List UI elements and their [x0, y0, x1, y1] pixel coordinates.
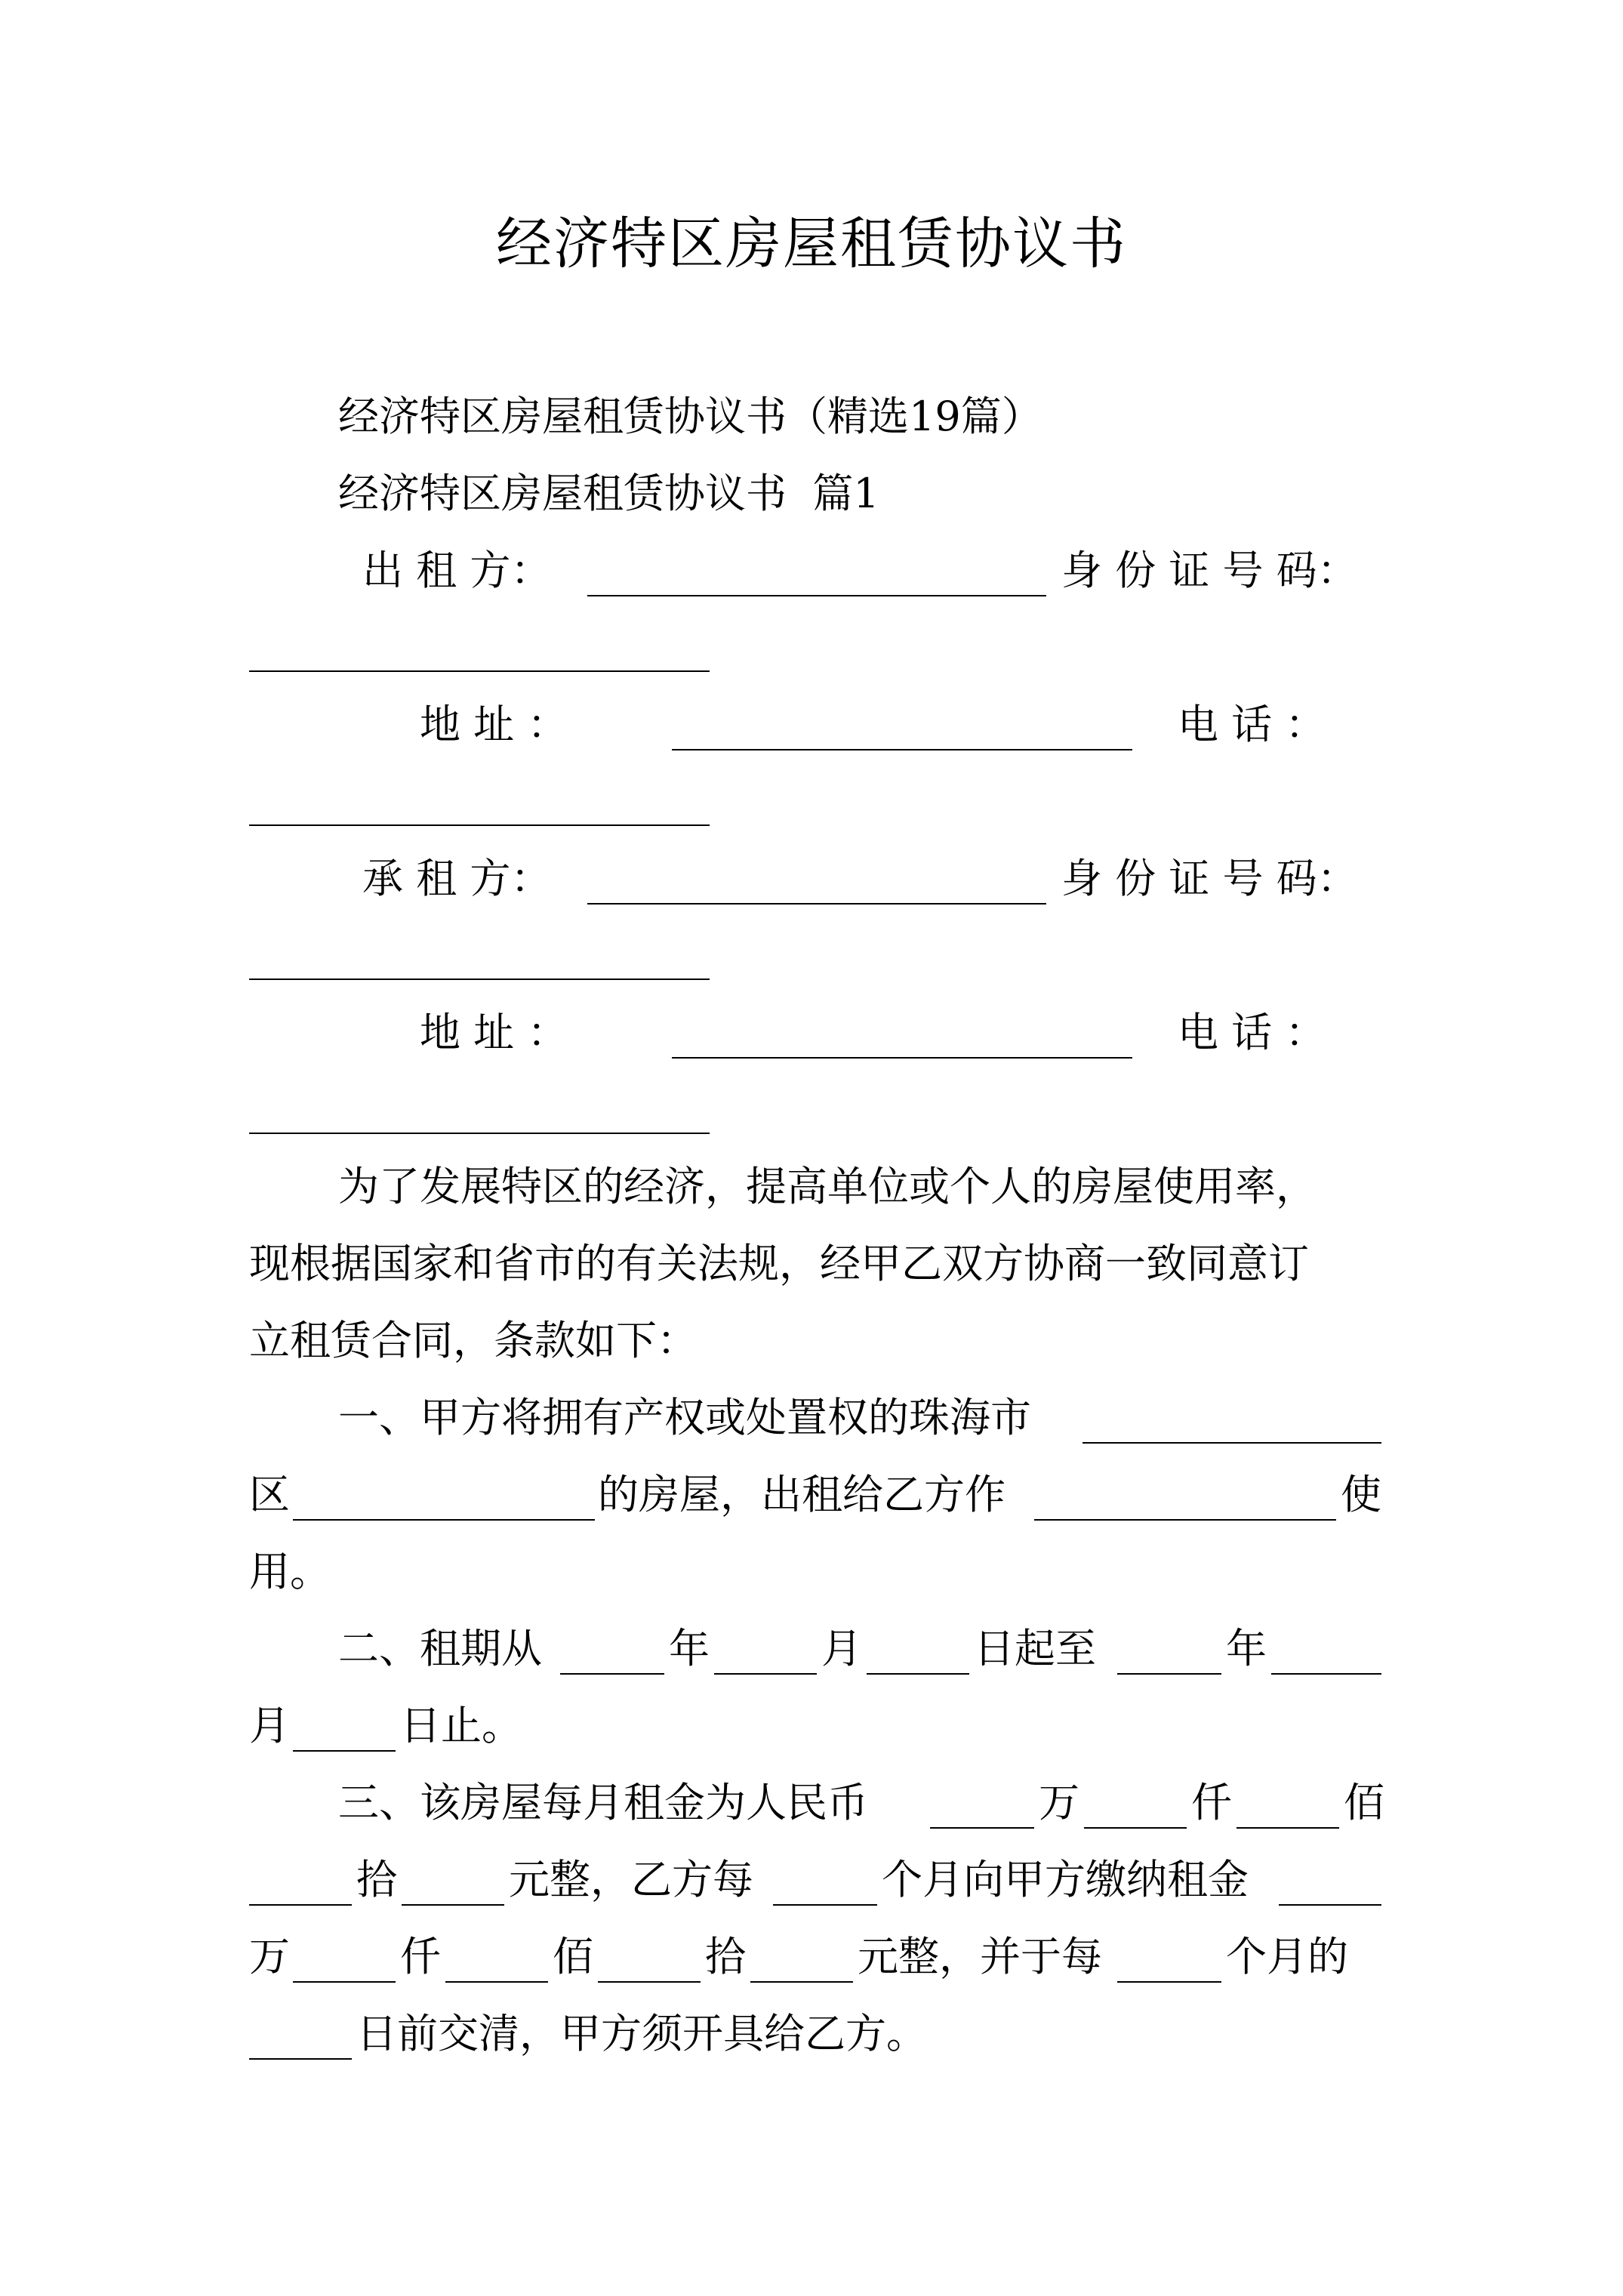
clause-3-months-blank[interactable]	[773, 1904, 877, 1906]
clause-3-wan-1: 万	[1039, 1779, 1079, 1826]
clause-2-start-month-blank[interactable]	[714, 1673, 817, 1675]
document-title: 经济特区房屋租赁协议书	[496, 211, 1127, 276]
lessor-phone-blank[interactable]	[249, 824, 710, 826]
clause-3-wan-blank-2[interactable]	[1279, 1904, 1381, 1906]
clause-2-until: 日起至	[974, 1625, 1096, 1672]
clause-3-qian-blank-2[interactable]	[293, 1981, 396, 1983]
clause-3-qian-1: 仟	[1191, 1779, 1232, 1826]
clause-3-line-2	[249, 1842, 1381, 1918]
clause-3-line-4	[249, 1996, 1381, 2072]
clause-2-end-month-blank[interactable]	[1271, 1673, 1381, 1675]
clause-3-qian-blank-1[interactable]	[1084, 1827, 1187, 1829]
clause-3-bai-1: 佰	[1344, 1779, 1384, 1826]
clause-3-text-6: 日前交清，甲方须开具给乙方。	[356, 2010, 927, 2057]
lessor-address-blank[interactable]	[672, 749, 1132, 750]
clause-3-text-4: 元整，并于每	[858, 1933, 1102, 1980]
clause-2-end-year-blank[interactable]	[1117, 1673, 1221, 1675]
clause-3-line-3	[249, 1919, 1381, 1995]
intro-text-2: 现根据国家和省市的有关法规，经甲乙双方协商一致同意订	[249, 1240, 1309, 1287]
lessee-label: 承 租 方：	[362, 855, 552, 902]
lessor-address-row	[249, 687, 1381, 763]
clause-2-line-2	[249, 1688, 1381, 1764]
clause-1-use-blank[interactable]	[1034, 1519, 1336, 1521]
lessor-label: 出 租 方：	[362, 547, 552, 594]
lessee-blank[interactable]	[587, 903, 1046, 905]
intro-line-1	[338, 1149, 1471, 1225]
clause-2-line-1	[249, 1611, 1381, 1687]
clause-3-bai-blank-2[interactable]	[445, 1981, 548, 1983]
clause-2-start-day-blank[interactable]	[867, 1673, 969, 1675]
clause-2-year-2: 年	[1226, 1625, 1267, 1672]
section-heading-text: 经济特区房屋租赁协议书 篇1	[338, 470, 879, 517]
lessor-blank[interactable]	[587, 595, 1046, 596]
section-heading	[338, 456, 1471, 532]
lessee-address-blank[interactable]	[672, 1057, 1132, 1059]
clause-3-shi-blank-1[interactable]	[249, 1904, 352, 1906]
lessor-address-label: 地 址 ：	[420, 701, 568, 748]
clause-1-text-1: 一、甲方将拥有产权或处置权的珠海市	[338, 1394, 1031, 1441]
clause-1-text-2: 的房屋，出租给乙方作	[598, 1471, 1006, 1518]
intro-text-1: 为了发展特区的经济，提高单位或个人的房屋使用率，	[338, 1163, 1317, 1210]
clause-3-wan-blank-1[interactable]	[930, 1827, 1034, 1829]
clause-3-text-2: 元整，乙方每	[509, 1856, 753, 1903]
clause-3-shi-blank-2[interactable]	[598, 1981, 701, 1983]
document-subtitle	[338, 379, 1471, 455]
lessor-id-label: 身 份 证 号 码：	[1061, 547, 1358, 594]
clause-1-line-3	[249, 1534, 1381, 1610]
clause-3-text-1: 三、该房屋每月租金为人民币	[338, 1779, 868, 1826]
lessee-id-blank[interactable]	[249, 978, 710, 980]
clause-2-start-year-blank[interactable]	[560, 1673, 664, 1675]
lessor-id-blank[interactable]	[249, 670, 710, 672]
clause-3-shi-2: 拾	[705, 1933, 746, 1980]
lessor-row	[249, 533, 1381, 609]
clause-3-wan-2: 万	[249, 1933, 290, 1980]
lessee-phone-label: 电 话 ：	[1178, 1009, 1326, 1056]
clause-1-district-blank[interactable]	[293, 1519, 595, 1521]
clause-1-line-1	[249, 1380, 1381, 1456]
clause-3-bai-2: 佰	[553, 1933, 593, 1980]
clause-3-yuan-blank-2[interactable]	[750, 1981, 853, 1983]
clause-1-district: 区	[249, 1471, 290, 1518]
lessee-address-label: 地 址 ：	[420, 1009, 568, 1056]
lessee-id-label: 身 份 证 号 码：	[1061, 855, 1358, 902]
clause-2-year-1: 年	[669, 1625, 710, 1672]
clause-3-yuan-blank-1[interactable]	[402, 1904, 504, 1906]
lessee-address-row	[249, 995, 1381, 1071]
intro-text-3: 立租赁合同，条款如下：	[249, 1317, 698, 1364]
clause-3-text-5: 个月的	[1226, 1933, 1348, 1980]
clause-2-end: 日止。	[400, 1702, 522, 1749]
intro-line-3	[249, 1303, 1381, 1379]
clause-2-month-2: 月	[249, 1702, 290, 1749]
clause-1-use: 使	[1341, 1471, 1381, 1518]
lessee-row	[249, 841, 1381, 917]
clause-3-bai-blank-1[interactable]	[1236, 1827, 1339, 1829]
intro-line-2	[249, 1226, 1381, 1302]
clause-2-end-day-blank[interactable]	[293, 1750, 396, 1752]
clause-1-text-3: 用。	[249, 1548, 331, 1595]
subtitle-text: 经济特区房屋租赁协议书（精选19篇）	[338, 393, 1042, 440]
clause-3-every-blank[interactable]	[1117, 1981, 1221, 1983]
clause-3-line-1	[249, 1765, 1384, 1841]
clause-3-text-3: 个月向甲方缴纳租金	[882, 1856, 1249, 1903]
clause-3-qian-2: 仟	[400, 1933, 441, 1980]
clause-1-line-2	[249, 1457, 1381, 1533]
clause-2-month-1: 月	[821, 1625, 862, 1672]
lessee-phone-blank[interactable]	[249, 1133, 710, 1134]
clause-2-from: 二、租期从	[338, 1625, 542, 1672]
clause-1-city-blank[interactable]	[1083, 1442, 1381, 1444]
clause-3-day-blank[interactable]	[249, 2058, 352, 2060]
lessor-phone-label: 电 话 ：	[1178, 701, 1326, 748]
clause-3-shi-1: 拾	[356, 1856, 397, 1903]
